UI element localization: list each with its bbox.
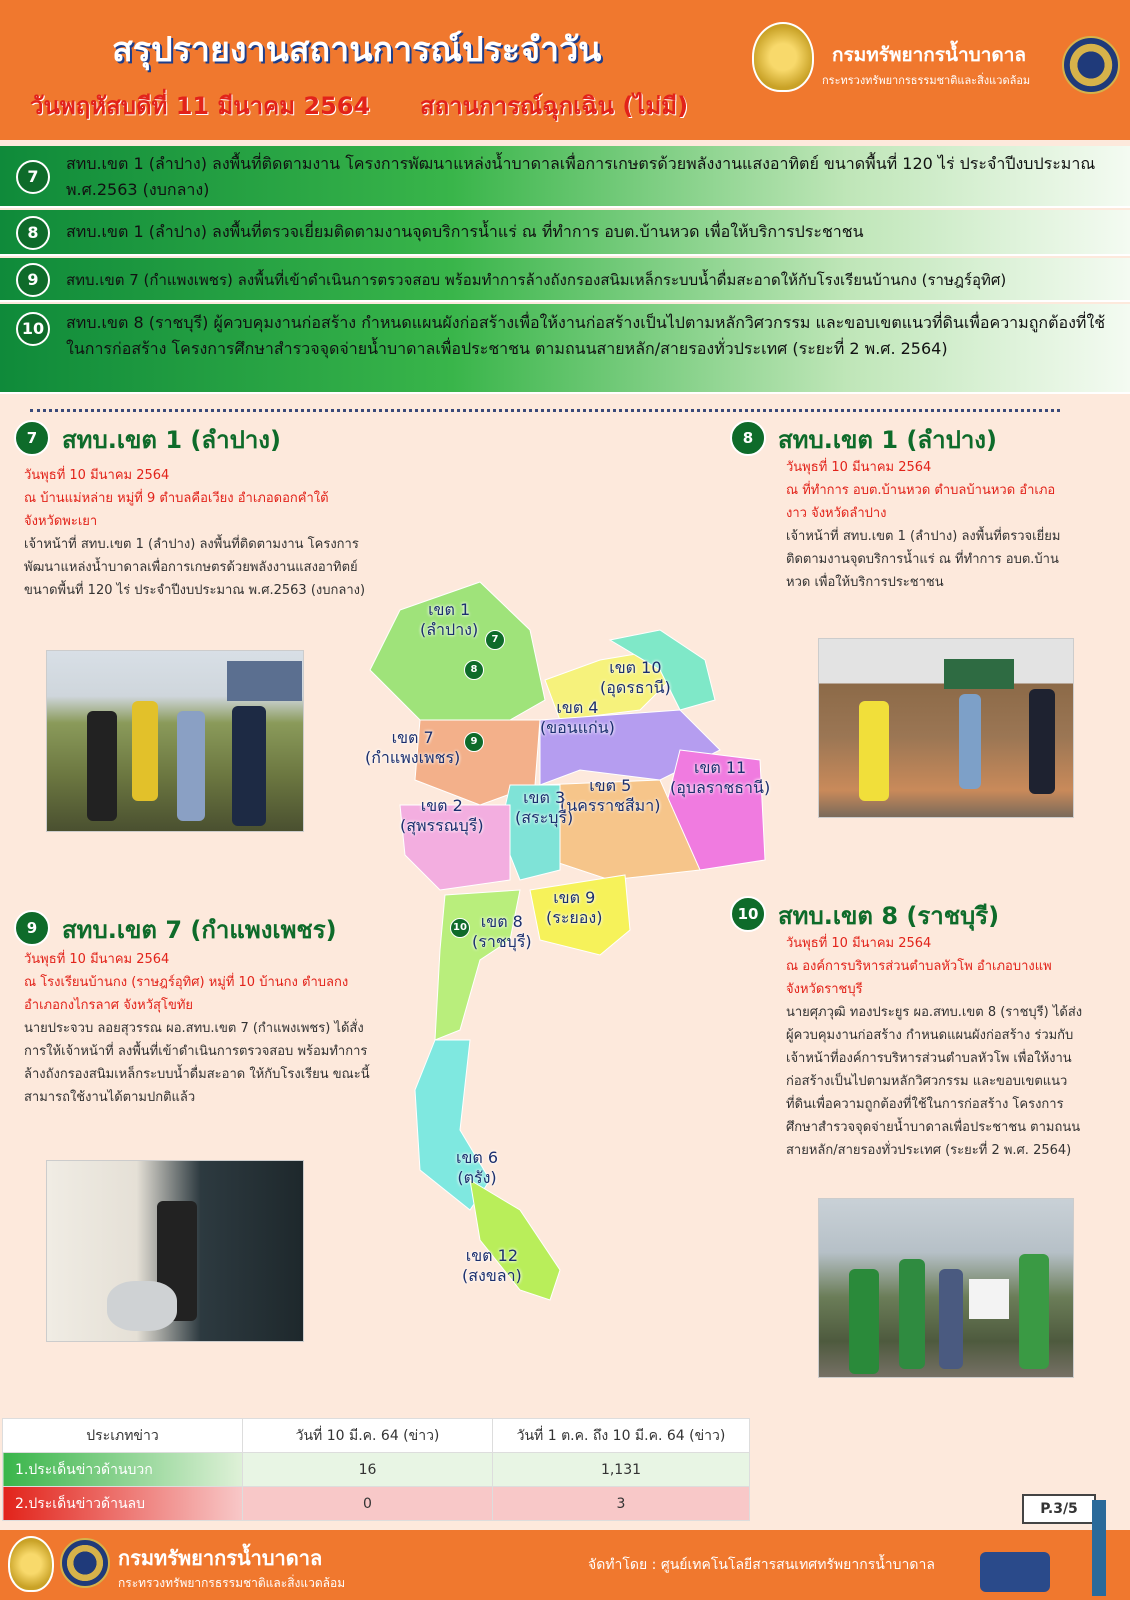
map-marker: 8 — [464, 660, 484, 680]
section-place: ณ บ้านแม่หล่าย หมู่ที่ 9 ตำบลคือเวียง อำเภอดอกคำใต้ จังหวัดพะเยา — [24, 491, 329, 529]
region-label: เขต 3 (สระบุรี) — [515, 788, 574, 827]
region-label: เขต 1 (ลำปาง) — [420, 600, 479, 639]
map-marker: 9 — [464, 732, 484, 752]
section-9 — [14, 910, 374, 1110]
section-number: 10 — [730, 896, 766, 932]
region-label: เขต 2 (สุพรรณบุรี) — [400, 796, 484, 835]
region-label: เขต 7 (กำแพงเพชร) — [365, 728, 461, 767]
section-date: วันพุธที่ 10 มีนาคม 2564 — [24, 468, 170, 483]
divider — [30, 409, 1060, 412]
section-7 — [14, 420, 374, 620]
footer-org-name: กรมทรัพยากรน้ำบาดาล — [118, 1546, 323, 1570]
department-emblem-icon — [8, 1536, 54, 1592]
section-body: นายประจวบ ลอยสุวรรณ ผอ.สทบ.เขต 7 (กำแพงเพชร) ได้สั่งการให้เจ้าหน้าที่ ลงพื้นที่เข้าดำเนินการตรวจสอบ พร้อมทำการล้างถังกรองสนิมเหล็กระบบน้ำดื่มสะอาด ให้กับโรงเรียน ขณะนี้สามารถใช้งานได้ตามปกติแล้ว — [24, 1021, 370, 1105]
prepared-by: จัดทำโดย : ศูนย์เทคโนโลยีสารสนเทศทรัพยากรน้ำบาดาล — [588, 1557, 935, 1573]
section-body: เจ้าหน้าที่ สทบ.เขต 1 (ลำปาง) ลงพื้นที่ติดตามงาน โครงการพัฒนาแหล่งน้ำบาดาลเพื่อการเกษตรด้วยพลังงานแสงอาทิตย์ ขนาดพื้นที่ 120 ไร่ ประจำปีงบประมาณ พ.ศ.2563 (งบกลาง) — [24, 537, 366, 598]
photo-section-9 — [46, 1160, 304, 1342]
section-date: วันพุธที่ 10 มีนาคม 2564 — [24, 952, 170, 967]
photo-section-7 — [46, 650, 304, 832]
footer — [0, 1530, 1130, 1600]
header-org-name: กรมทรัพยากรน้ำบาดาล — [832, 44, 1027, 66]
col-header: วันที่ 10 มี.ค. 64 (ข่าว) — [243, 1419, 493, 1453]
thailand-region-map — [360, 570, 780, 1350]
drill-truck-icon — [980, 1552, 1050, 1592]
region-label: เขต 11 (อุบลราชธานี) — [670, 758, 771, 797]
row-label: 2.ประเด็นข่าวด้านลบ — [3, 1487, 243, 1521]
region-label: เขต 4 (ขอนแก่น) — [540, 698, 615, 737]
table-row — [3, 1487, 750, 1521]
summary-item — [0, 210, 1130, 256]
row-day-count: 0 — [243, 1487, 493, 1521]
photo-section-8 — [818, 638, 1074, 818]
region-label: เขต 9 (ระยอง) — [546, 888, 603, 927]
ministry-seal-icon — [60, 1538, 110, 1588]
summary-text: สทบ.เขต 7 (กำแพงเพชร) ลงพื้นที่เข้าดำเนินการตรวจสอบ พร้อมทำการล้างถังกรองสนิมเหล็กระบบน้ำดื่มสะอาดให้กับโรงเรียนบ้านกง (ราษฎร์อุทิศ) — [66, 271, 1007, 289]
report-date: วันพฤหัสบดีที่ 11 มีนาคม 2564 — [30, 92, 371, 120]
summary-item — [0, 146, 1130, 208]
section-place: ณ ที่ทำการ อบต.บ้านหวด ตำบลบ้านหวด อำเภองาว จังหวัดลำปาง — [786, 483, 1056, 521]
summary-item — [0, 304, 1130, 394]
summary-number: 7 — [16, 160, 50, 194]
summary-number: 8 — [16, 216, 50, 250]
col-header: วันที่ 1 ต.ค. ถึง 10 มี.ค. 64 (ข่าว) — [493, 1419, 750, 1453]
header — [0, 0, 1130, 140]
footer-org-ministry: กระทรวงทรัพยากรธรรมชาติและสิ่งแวดล้อม — [118, 1576, 346, 1590]
table-row — [3, 1453, 750, 1487]
emergency-status: สถานการณ์ฉุกเฉิน (ไม่มี) — [420, 92, 689, 120]
header-org-ministry: กระทรวงทรัพยากรธรรมชาติและสิ่งแวดล้อม — [822, 74, 1031, 87]
ministry-seal-icon — [1062, 36, 1120, 94]
row-total-count: 3 — [493, 1487, 750, 1521]
summary-text: สทบ.เขต 8 (ราชบุรี) ผู้ควบคุมงานก่อสร้าง กำหนดแผนผังก่อสร้างเพื่อให้งานก่อสร้างเป็นไปตามหลักวิศวกรรม และขอบเขตแนวที่ดินเพื่อความถูกต้องที่ใช้ในการก่อสร้าง โครงการศึกษาสำรวจจุดจ่ายน้ำบาดาลเพื่อประชาชน ตามถนนสายหลัก/สายรองทั่วประเทศ (ระยะที่ 2 พ.ศ. 2564) — [66, 313, 1106, 358]
section-10 — [730, 896, 1090, 1156]
section-number: 8 — [730, 420, 766, 456]
col-header: ประเภทข่าว — [3, 1419, 243, 1453]
region-label: เขต 5 (นครราชสีมา) — [560, 776, 661, 815]
region-label: เขต 10 (อุดรธานี) — [600, 658, 671, 697]
section-number: 7 — [14, 420, 50, 456]
summary-text: สทบ.เขต 1 (ลำปาง) ลงพื้นที่ตรวจเยี่ยมติดตามงานจุดบริการน้ำแร่ ณ ที่ทำการ อบต.บ้านหวด เพื่อให้บริการประชาชน — [66, 222, 864, 241]
row-day-count: 16 — [243, 1453, 493, 1487]
section-date: วันพุธที่ 10 มีนาคม 2564 — [786, 460, 932, 475]
section-place: ณ โรงเรียนบ้านกง (ราษฎร์อุทิศ) หมู่ที่ 10 บ้านกง ตำบลกง อำเภอกงไกรลาศ จังหวัสุโขทัย — [24, 975, 349, 1013]
section-title: สทบ.เขต 7 (กำแพงเพชร) — [62, 916, 337, 944]
section-body: นายศุภวุฒิ ทองประยูร ผอ.สทบ.เขต 8 (ราชบุรี) ได้ส่งผู้ควบคุมงานก่อสร้าง กำหนดแผนผังก่อสร้าง ร่วมกับเจ้าหน้าที่องค์การบริหารส่วนตำบลหัวโพ เพื่อให้งานก่อสร้างเป็นไปตามหลักวิศวกรรม และขอบเขตแนวที่ดินเพื่อความถูกต้องที่ใช้ในการก่อสร้าง โครงการศึกษาสำรวจจุดจ่ายน้ำบาดาลเพื่อประชาชน ตามถนนสายหลัก/สายรองทั่วประเทศ (ระยะที่ 2 พ.ศ. 2564) — [786, 1005, 1083, 1158]
summary-number: 9 — [16, 263, 50, 297]
row-total-count: 1,131 — [493, 1453, 750, 1487]
section-8 — [730, 420, 1070, 610]
row-label: 1.ประเด็นข่าวด้านบวก — [3, 1453, 243, 1487]
photo-section-10 — [818, 1198, 1074, 1378]
section-number: 9 — [14, 910, 50, 946]
section-place: ณ องค์การบริหารส่วนตำบลหัวโพ อำเภอบางแพ จังหวัดราชบุรี — [786, 959, 1052, 997]
map-marker: 7 — [485, 630, 505, 650]
section-body: เจ้าหน้าที่ สทบ.เขต 1 (ลำปาง) ลงพื้นที่ตรวจเยี่ยมติดตามงานจุดบริการน้ำแร่ ณ ที่ทำการ อบต.บ้านหวด เพื่อให้บริการประชาชน — [786, 529, 1061, 590]
map-marker: 10 — [450, 918, 470, 938]
summary-item — [0, 258, 1130, 302]
section-title: สทบ.เขต 1 (ลำปาง) — [62, 426, 281, 454]
department-emblem-icon — [752, 22, 814, 92]
region-label: เขต 8 (ราชบุรี) — [472, 912, 532, 951]
map-shape — [360, 570, 780, 1350]
region-label: เขต 12 (สงขลา) — [462, 1246, 522, 1285]
news-stats-table — [2, 1418, 750, 1521]
report-title: สรุปรายงานสถานการณ์ประจำวัน — [112, 30, 602, 70]
section-title: สทบ.เขต 1 (ลำปาง) — [778, 426, 997, 454]
section-title: สทบ.เขต 8 (ราชบุรี) — [778, 902, 1000, 930]
page-number: P.3/5 — [1022, 1494, 1096, 1524]
summary-text: สทบ.เขต 1 (ลำปาง) ลงพื้นที่ติดตามงาน โครงการพัฒนาแหล่งน้ำบาดาลเพื่อการเกษตรด้วยพลังงานแสงอาทิตย์ ขนาดพื้นที่ 120 ไร่ ประจำปีงบประมาณ พ.ศ.2563 (งบกลาง) — [66, 154, 1096, 199]
summary-number: 10 — [16, 312, 50, 346]
region-label: เขต 6 (ตรัง) — [456, 1148, 499, 1187]
section-date: วันพุธที่ 10 มีนาคม 2564 — [786, 936, 932, 951]
water-tower-icon — [1092, 1500, 1106, 1596]
